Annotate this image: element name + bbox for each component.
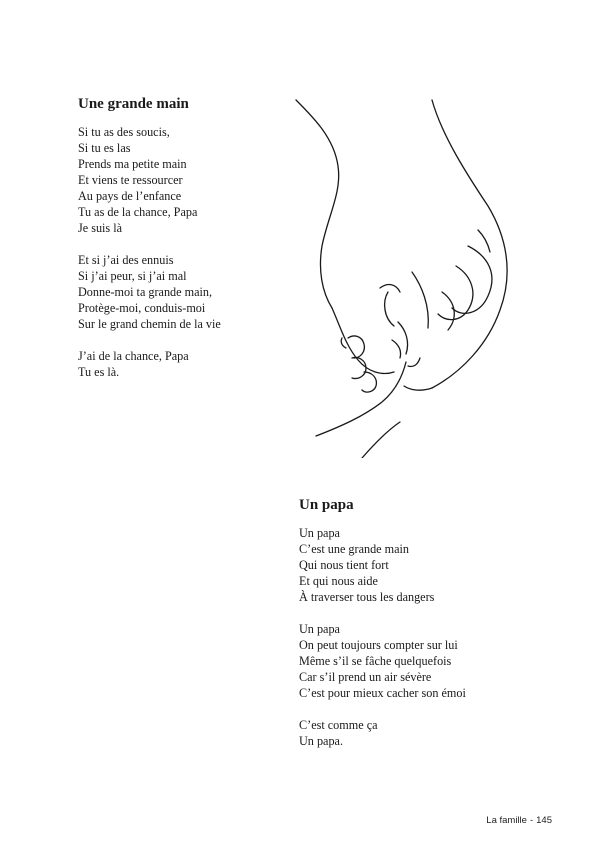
poem-line: On peut toujours compter sur lui bbox=[299, 638, 458, 652]
stanza bbox=[299, 525, 559, 605]
poem-une-grande-main bbox=[78, 94, 298, 396]
poem-line: Si j’ai peur, si j’ai mal bbox=[78, 269, 187, 283]
poem-line: Je suis là bbox=[78, 221, 123, 235]
poem-line: Donne-moi ta grande main, bbox=[78, 285, 213, 299]
poem-line: Tu es là. bbox=[78, 365, 120, 379]
hands-line-drawing-icon bbox=[292, 96, 516, 458]
stanza bbox=[78, 348, 298, 380]
poem-line: Qui nous tient fort bbox=[299, 558, 389, 572]
footer-separator: - bbox=[529, 815, 534, 826]
stanza bbox=[78, 252, 298, 332]
poem-line: C’est une grande main bbox=[299, 542, 409, 556]
page-number: 145 bbox=[536, 815, 552, 826]
poem-line: Un papa bbox=[299, 526, 340, 540]
poem-line: Tu as de la chance, Papa bbox=[78, 205, 198, 219]
poem-line: Même s’il se fâche quelquefois bbox=[299, 654, 452, 668]
page-footer bbox=[486, 815, 552, 826]
poem-line: Un papa. bbox=[299, 734, 343, 748]
poem-line: Et si j’ai des ennuis bbox=[78, 253, 174, 267]
poem-line: Si tu es las bbox=[78, 141, 131, 155]
section-name: La famille bbox=[486, 815, 527, 826]
poem-line: C’est comme ça bbox=[299, 718, 378, 732]
poem-line: Sur le grand chemin de la vie bbox=[78, 317, 221, 331]
poem-line: Au pays de l’enfance bbox=[78, 189, 182, 203]
poem-line: Et qui nous aide bbox=[299, 574, 378, 588]
poem-line: Si tu as des soucis, bbox=[78, 125, 170, 139]
poem-line: Protège-moi, conduis-moi bbox=[78, 301, 206, 315]
poem-un-papa bbox=[299, 495, 559, 765]
poem-title: Une grande main bbox=[78, 96, 189, 112]
poem-line: Un papa bbox=[299, 622, 340, 636]
hands-illustration bbox=[292, 96, 516, 458]
poem-line: À traverser tous les dangers bbox=[299, 590, 435, 604]
poem-line: J’ai de la chance, Papa bbox=[78, 349, 189, 363]
poem-line: Et viens te ressourcer bbox=[78, 173, 183, 187]
poem-line: C’est pour mieux cacher son émoi bbox=[299, 686, 466, 700]
poem-line: Car s’il prend un air sévère bbox=[299, 670, 432, 684]
stanza bbox=[299, 621, 559, 701]
poem-title: Un papa bbox=[299, 497, 354, 513]
stanza bbox=[299, 717, 559, 749]
poem-line: Prends ma petite main bbox=[78, 157, 187, 171]
stanza bbox=[78, 124, 298, 236]
